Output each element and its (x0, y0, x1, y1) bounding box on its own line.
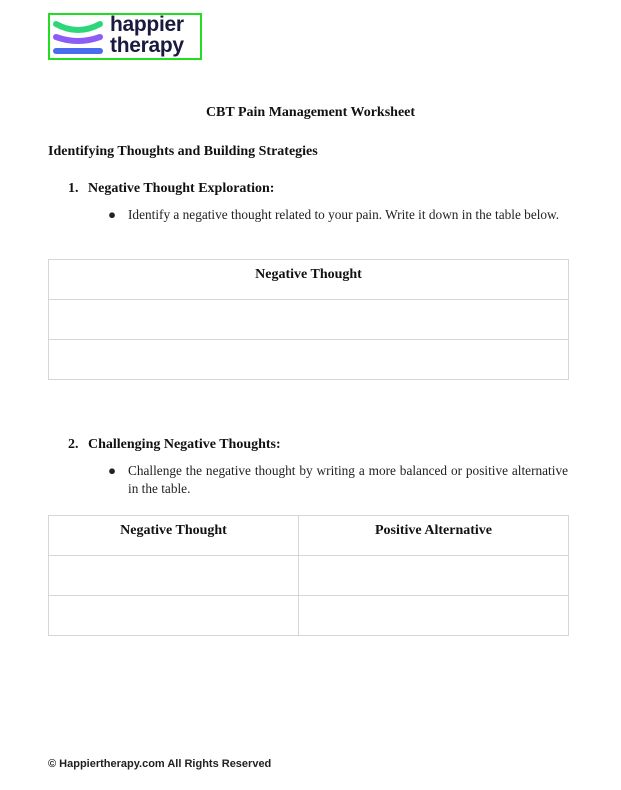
table-header-negative-thought: Negative Thought (49, 516, 299, 556)
positive-alternative-cell-1[interactable] (299, 556, 569, 596)
logo-line-1: happier (110, 13, 184, 36)
page-title: CBT Pain Management Worksheet (205, 105, 416, 120)
bullet-icon: ● (108, 463, 117, 478)
table-header-positive-alternative: Positive Alternative (299, 516, 569, 556)
section-2-instruction (108, 462, 568, 498)
negative-thought-cell-2[interactable] (49, 596, 299, 636)
section-1-title: Negative Thought Exploration: (88, 181, 275, 196)
logo-waves-icon (52, 18, 104, 58)
section-1-instruction (108, 206, 568, 224)
positive-alternative-cell-2[interactable] (299, 596, 569, 636)
logo-line-2: therapy (110, 34, 184, 57)
section-2-instruction-text: Challenge the negative thought by writing a more balanced or positive alternative in the table. (128, 463, 568, 496)
table-row (49, 300, 569, 340)
challenge-thoughts-table (48, 515, 569, 636)
negative-thought-input-cell-1[interactable] (49, 300, 569, 340)
table-header-negative-thought: Negative Thought (49, 260, 569, 300)
table-row (49, 556, 569, 596)
copyright-footer: © Happiertherapy.com All Rights Reserved (48, 758, 272, 770)
table-row (49, 340, 569, 380)
bullet-icon: ● (108, 207, 117, 222)
table-row (49, 596, 569, 636)
happier-therapy-logo (48, 13, 202, 60)
section-2-heading (68, 437, 281, 453)
negative-thought-table (48, 259, 569, 380)
section-1-heading (68, 181, 274, 197)
negative-thought-input-cell-2[interactable] (49, 340, 569, 380)
negative-thought-cell-1[interactable] (49, 556, 299, 596)
section-1-instruction-text: Identify a negative thought related to your pain. Write it down in the table below. (128, 207, 560, 222)
section-2-title: Challenging Negative Thoughts: (88, 437, 281, 452)
section-1-number: 1. (68, 181, 79, 196)
logo-wordmark (110, 14, 184, 56)
section-2-number: 2. (68, 437, 79, 452)
page-subtitle: Identifying Thoughts and Building Strategies (48, 144, 318, 159)
